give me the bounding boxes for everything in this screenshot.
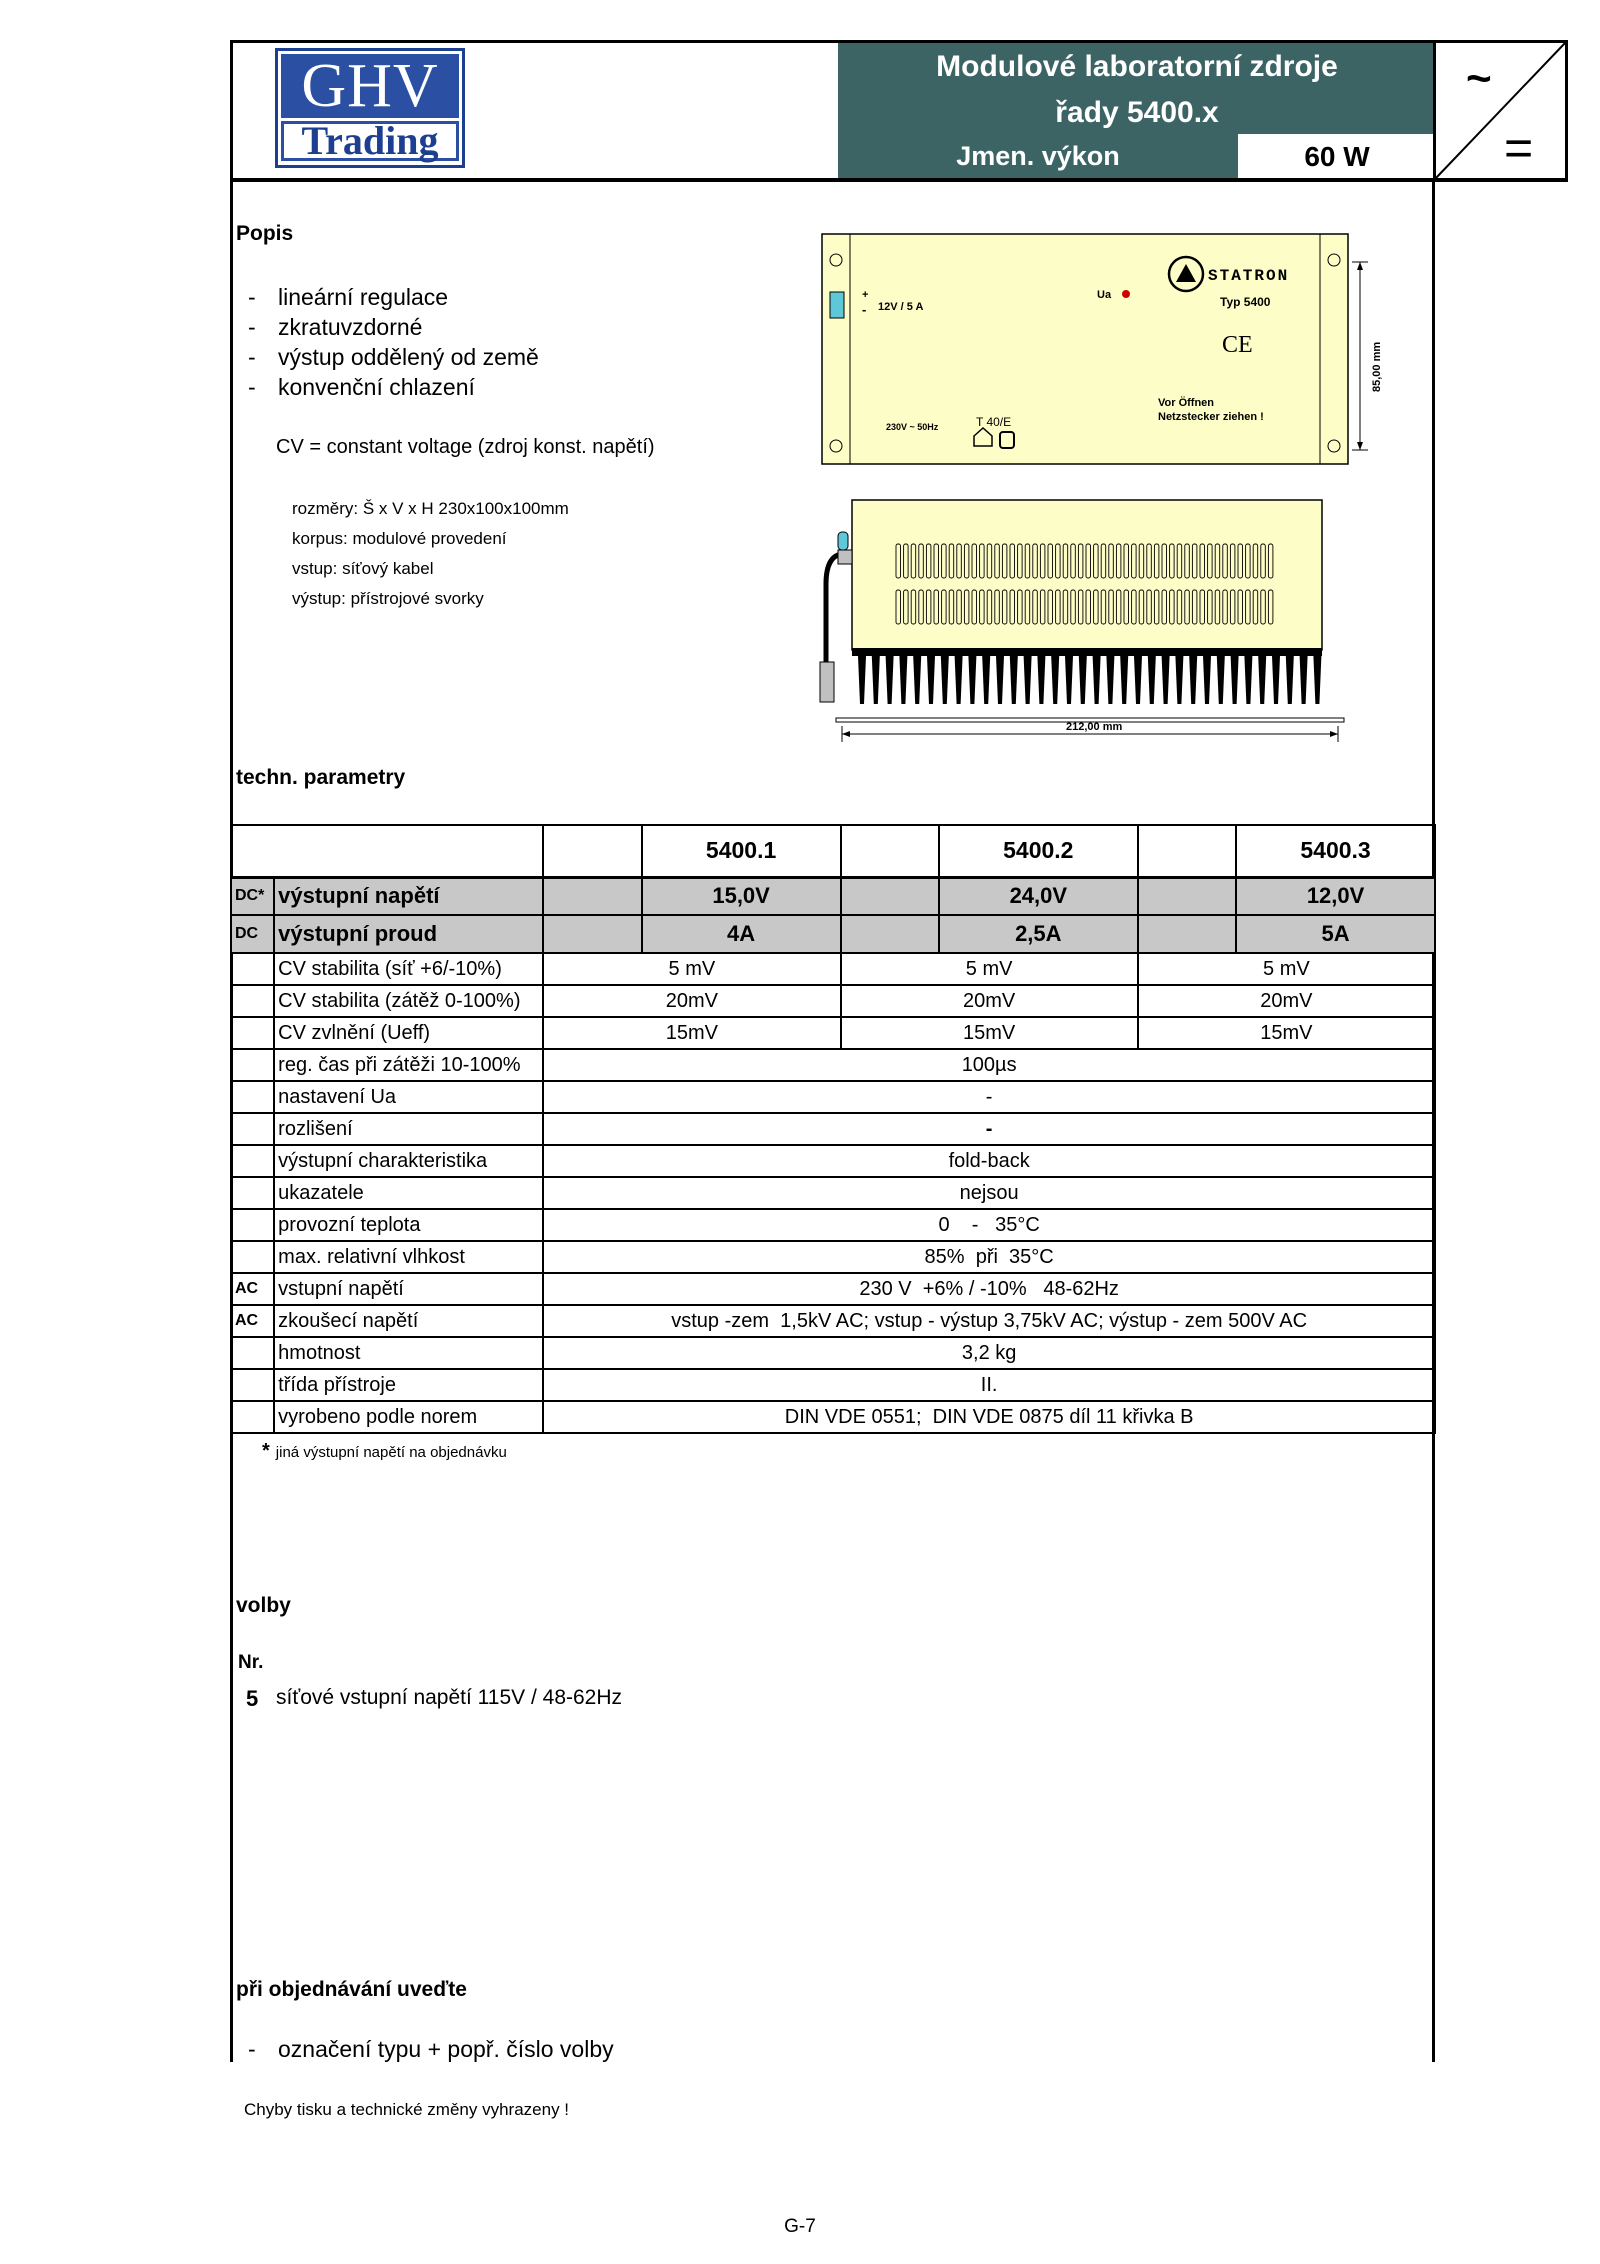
row-tag: DC [231,915,274,953]
row-value: fold-back [543,1145,1435,1177]
detail-item: vstup: síťový kabel [292,559,434,578]
params-heading: techn. parametry [236,766,406,789]
row-value: nejsou [543,1177,1435,1209]
heatsink-fin [1313,656,1321,704]
ce-mark: CE [1222,332,1253,358]
heatsink-fin [1010,656,1018,704]
row-value: 15,0V [642,877,841,915]
table-row [231,953,1435,985]
row-value: 20mV [841,985,1138,1017]
heatsink-fin [886,656,894,704]
model-header-row [231,825,1435,877]
row-value: 0 - 35°C [543,1209,1435,1241]
plus-mark: + [862,289,869,301]
feature-item: - výstup oddělený od země [248,342,539,372]
power-value: 60 W [1238,134,1436,178]
heatsink-fin [1024,656,1032,704]
options-heading: volby [236,1594,291,1617]
row-label: rozlišení [274,1113,543,1145]
heatsink-fin [968,656,976,704]
mains-cable [826,554,842,664]
cv-note: CV = constant voltage (zdroj konst. napětí) [276,436,655,458]
ua-indicator-icon [1122,290,1130,298]
title-line-1: Modulové laboratorní zdroje [936,50,1338,83]
heatsink-fin [1175,656,1183,704]
heatsink-fin [996,656,1004,704]
row-tag [231,953,274,985]
row-tag [231,1177,274,1209]
row-value: 24,0V [939,877,1138,915]
height-dimension: 85,00 mm [1371,341,1383,392]
heatsink-fin [913,656,921,704]
row-tag [231,1145,274,1177]
details-list [292,494,569,614]
front-view-drawing [820,232,1383,472]
row-label: CV stabilita (zátěž 0-100%) [274,985,543,1017]
heatsink-fin [1120,656,1128,704]
heatsink-fin [1134,656,1142,704]
top-view-drawing [808,494,1368,746]
heatsink-fin [1189,656,1197,704]
row-value: 15mV [543,1017,840,1049]
heatsink-fin [1231,656,1239,704]
heatsink-fin [1037,656,1045,704]
dc-symbol: = [1504,120,1534,176]
heatsink-fin [1162,656,1170,704]
table-row [231,1337,1435,1369]
power-label: Jmen. výkon [956,141,1120,171]
row-tag [231,1017,274,1049]
spec-table [230,824,1436,1434]
table-row [231,1145,1435,1177]
heatsink-fin [1093,656,1101,704]
minus-mark: - [862,302,867,317]
row-label: nastavení Ua [274,1081,543,1113]
feature-item: - zkratuvzdorné [248,312,539,342]
table-row [231,1241,1435,1273]
row-label: CV stabilita (síť +6/-10%) [274,953,543,985]
logo-top-text: GHV [281,54,459,118]
row-value: 5A [1236,915,1435,953]
row-value: 230 V +6% / -10% 48-62Hz [543,1273,1435,1305]
option-number: 5 [246,1686,259,1711]
row-tag [231,1081,274,1113]
row-label: výstupní charakteristika [274,1145,543,1177]
table-row [231,985,1435,1017]
table-row [231,1113,1435,1145]
row-value: 100µs [543,1049,1435,1081]
type-label: Typ 5400 [1220,295,1271,309]
row-value: II. [543,1369,1435,1401]
row-tag [231,1369,274,1401]
row-tag [231,1209,274,1241]
ac-symbol: ~ [1466,54,1492,103]
table-row [231,1209,1435,1241]
heatsink-fin [1079,656,1087,704]
heatsink-fin [941,656,949,704]
page-title [838,44,1436,136]
ordering-heading: při objednávání uveďte [236,1978,467,2001]
table-row [231,1049,1435,1081]
row-value: 85% při 35°C [543,1241,1435,1273]
heatsink-fins [858,656,1321,704]
options-nr-label: Nr. [238,1652,264,1673]
row-value: vstup -zem 1,5kV AC; vstup - výstup 3,75kV AC; výstup - zem 500V AC [543,1305,1435,1337]
row-label: ukazatele [274,1177,543,1209]
warning-line-2: Netzstecker ziehen ! [1158,411,1264,423]
heatsink-fin [858,656,866,704]
output-terminal-label: 12V / 5 A [878,301,924,313]
table-row [231,877,1435,915]
heatsink-fin [1065,656,1073,704]
feature-item: - lineární regulace [248,282,539,312]
heatsink-fin [899,656,907,704]
row-tag: AC [231,1273,274,1305]
heatsink-fin [1106,656,1114,704]
heatsink-fin [955,656,963,704]
heatsink-fin [1244,656,1252,704]
row-value: 2,5A [939,915,1138,953]
row-value: 4A [642,915,841,953]
detail-item: rozměry: Š x V x H 230x100x100mm [292,499,569,518]
row-label: výstupní proud [274,915,543,953]
model-5400-2: 5400.2 [939,825,1138,877]
heatsink-fin [1258,656,1266,704]
detail-item: výstup: přístrojové svorky [292,589,484,608]
row-tag [231,985,274,1017]
disclaimer: Chyby tisku a technické změny vyhrazeny ! [244,2100,570,2119]
row-tag: AC [231,1305,274,1337]
company-logo [275,48,465,168]
row-tag [231,1113,274,1145]
row-label: zkoušecí napětí [274,1305,543,1337]
table-row [231,915,1435,953]
logo-bottom-text: Trading [281,121,459,161]
terminal-icon [838,532,848,550]
feature-item: - konvenční chlazení [248,372,539,402]
heatsink-fin [1300,656,1308,704]
table-row [231,1273,1435,1305]
heatsink-fin [1203,656,1211,704]
width-dimension: 212,00 mm [1066,721,1123,733]
row-value: 15mV [841,1017,1138,1049]
heatsink-fin [982,656,990,704]
title-line-2: řady 5400.x [1055,96,1219,129]
table-row [231,1305,1435,1337]
mains-label: 230V ~ 50Hz [886,422,939,432]
row-tag [231,1337,274,1369]
row-tag [231,1241,274,1273]
row-value: 5 mV [543,953,840,985]
ua-label: Ua [1097,289,1112,301]
table-row [231,1177,1435,1209]
row-value: - [543,1081,1435,1113]
ac-dc-symbol-icon [1436,43,1565,178]
table-row [231,1017,1435,1049]
row-label: výstupní napětí [274,877,543,915]
row-tag: DC* [231,877,274,915]
row-value: 5 mV [841,953,1138,985]
row-label: vstupní napětí [274,1273,543,1305]
ordering-item: - označení typu + popř. číslo volby [248,2036,614,2063]
header-bottom-line [230,178,1568,181]
model-5400-3: 5400.3 [1236,825,1435,877]
fuse-label: T 40/E [976,415,1012,429]
row-value: 15mV [1138,1017,1435,1049]
row-label: max. relativní vlhkost [274,1241,543,1273]
row-value: 12,0V [1236,877,1435,915]
row-label: vyrobeno podle norem [274,1401,543,1433]
row-tag [231,1401,274,1433]
table-row [231,1081,1435,1113]
footnote-mark: * [262,1440,270,1462]
row-value: - [543,1113,1435,1145]
warning-line-1: Vor Öffnen [1158,397,1215,409]
feature-list [248,282,539,402]
row-label: CV zvlnění (Ueff) [274,1017,543,1049]
row-label: hmotnost [274,1337,543,1369]
heatsink-fin [1148,656,1156,704]
brand-label: STATRON [1208,267,1290,285]
heatsink-fin [1217,656,1225,704]
row-label: reg. čas při zátěži 10-100% [274,1049,543,1081]
table-row [231,1401,1435,1433]
footnote-text: jiná výstupní napětí na objednávku [275,1444,507,1461]
heatsink-fin [1286,656,1294,704]
row-label: provozní teplota [274,1209,543,1241]
option-text: síťové vstupní napětí 115V / 48-62Hz [276,1686,623,1709]
heatsink-fin [1272,656,1280,704]
row-value: 20mV [1138,985,1435,1017]
detail-item: korpus: modulové provedení [292,529,507,548]
row-value: 5 mV [1138,953,1435,985]
row-value: 3,2 kg [543,1337,1435,1369]
row-value: 20mV [543,985,840,1017]
model-5400-1: 5400.1 [642,825,841,877]
page-number: G-7 [784,2216,816,2237]
heatsink-fin [872,656,880,704]
description-heading: Popis [236,222,294,245]
heatsink-fin [1051,656,1059,704]
row-label: třída přístroje [274,1369,543,1401]
footnote [262,1440,513,1463]
mains-plug-icon [820,662,834,702]
row-tag [231,1049,274,1081]
table-row [231,1369,1435,1401]
heatsink-fin [927,656,935,704]
row-value: DIN VDE 0551; DIN VDE 0875 díl 11 křivka B [543,1401,1435,1433]
